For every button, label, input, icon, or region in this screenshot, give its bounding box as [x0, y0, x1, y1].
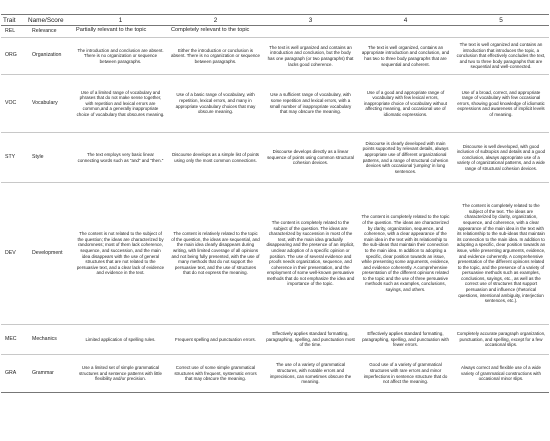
score-4-cell — [358, 26, 453, 38]
score-1-cell: Use of a limited range of vocabulary and phrases that do not make sense together, with repetition and lexical errors are common,and a generally inappropriate choice of vocabulary that obscures meaning. — [73, 75, 168, 133]
score-5-cell: Use of a broad, correct, and appropriate range of vocabulary with few occasional errors, showing good knowledge of idiomatic expressions and awareness of implicit levels of meaning. — [453, 75, 549, 133]
score-3-cell: The content is completely related to the subject of the question. The ideas are characterized by succession in most of the text, with the main idea gradually disappearing and the presence of an implicit, unclear adoption of a specific opinion or position. The use of several evidence and proofs needs organization, sequence, and coherence in their presentation, and the employment of some well-known persuasive methods that do not emphasize the idea and importance of the topic. — [263, 183, 358, 325]
trait-name: Style — [26, 133, 73, 183]
trait-name: Relevance — [26, 26, 73, 38]
trait-name: Vocabulary — [26, 75, 73, 133]
score-4-cell: Effectively applies standard formatting, paragraphing, spelling, and punctuation with fewer errors. — [358, 325, 453, 355]
score-4-cell: The content is completely related to the topic of the question. The ideas are characterized by clarity, organization, sequence, and coherence, with a clear appearance of the main idea in the text with its relationship to the sub-ideas that maintain their connection to the main idea. In addition to adopting a specific, clear position towards an issue, while presenting some arguments, evidence, and evidence coherently. A comprehensive presentation of the different opinions related to the topic and the use of three persuasive methods such as examples, conclusions, sayings, and others. — [358, 183, 453, 325]
rubric-table — [1, 14, 549, 393]
header-score-1: 1 — [73, 15, 168, 26]
trait-code: MEC — [1, 325, 26, 355]
score-4-cell: The text is well organized, contains an appropriate introduction and conclusion, and has two to three body paragraphs that are sequential and coherent. — [358, 38, 453, 75]
header-score-4: 4 — [358, 15, 453, 26]
row-relevance — [1, 26, 549, 38]
score-5-cell — [453, 26, 549, 38]
score-1-cell: Partially relevant to the topic — [73, 26, 168, 38]
header-row — [1, 15, 549, 26]
score-4-cell: Discourse is clearly developed with main points supported by relevant details, always appropriate use of different organizational patterns, and a range of structural cohesion devices with occasional 'jumping' in long sentences. — [358, 133, 453, 183]
header-score-2: 2 — [168, 15, 263, 26]
trait-code: REL — [1, 26, 26, 38]
score-2-cell: Frequent spelling and punctuation errors. — [168, 325, 263, 355]
row-organization — [1, 38, 549, 75]
score-1-cell: The introduction and conclusion are absent. There is no organization or sequence between paragraphs. — [73, 38, 168, 75]
trait-code: DEV — [1, 183, 26, 325]
header-score-3: 3 — [263, 15, 358, 26]
score-2-cell: The content is relatively related to the topic of the question, the ideas are sequential, and the main idea clearly disappears during writing, with limited coverage of all opinions and not being fully presented, with the use of many methods that do not support the persuasive text, and the use of structures that do not express the meaning. — [168, 183, 263, 325]
trait-code: VOC — [1, 75, 26, 133]
score-4-cell: Use of a good and appropriate range of vocabulary with few lexical errors, inappropriate choice of vocabulary without affecting meaning, and occasional use of idiomatic expressions. — [358, 75, 453, 133]
row-grammar — [1, 355, 549, 393]
score-1-cell: The text employs very basic linear connecting words such as "and" and "then." — [73, 133, 168, 183]
header-score-5: 5 — [453, 15, 549, 26]
score-2-cell: Use of a basic range of vocabulary, with repetition, lexical errors, and many in appropriate vocabulary choices that may obscure meaning. — [168, 75, 263, 133]
header-trait: Trait — [1, 15, 26, 26]
score-5-cell: Completely accurate paragraph organization, punctuation, and spelling, except for a few occasional slips. — [453, 325, 549, 355]
header-name-score: Name/Score — [26, 15, 73, 26]
row-mechanics — [1, 325, 549, 355]
trait-name: Organization — [26, 38, 73, 75]
score-5-cell: The text is well organized and contains an introduction that introduces the topic, a conclusion that effectively concludes the text, and two to three body paragraphs that are sequential and well-connected. — [453, 38, 549, 75]
trait-name: Grammar — [26, 355, 73, 393]
score-2-cell: Either the introduction or conclusion is absent. There is no organization or sequence between paragraphs. — [168, 38, 263, 75]
score-1-cell: The content is not related to the subject of the question; the ideas are characterized by randomness; most of them lack coherence, sequence, and succession, and the main idea disappears with the use of general structures that are not related to the persuasive text, and a clear lack of evidence and evidence in the text. — [73, 183, 168, 325]
score-3-cell: Discourse develops directly as a linear sequence of points using common structural cohesion devices. — [263, 133, 358, 183]
trait-code: GRA — [1, 355, 26, 393]
row-vocabulary — [1, 75, 549, 133]
trait-name: Development — [26, 183, 73, 325]
score-2-cell: Completely relevant to the topic — [168, 26, 263, 38]
trait-name: Mechanics — [26, 325, 73, 355]
score-3-cell: The use of a variety of grammatical structures, with notable errors and imprecisions, can sometimes obscure the meaning. — [263, 355, 358, 393]
score-1-cell: Limited application of spelling rules. — [73, 325, 168, 355]
score-3-cell: Use a sufficient range of vocabulary, with some repetition and lexical errors, with a small number of inappropriate vocabulary that may obscure the meaning. — [263, 75, 358, 133]
trait-code: ORG — [1, 38, 26, 75]
score-2-cell: Discourse develops as a simple list of points using only the most common connections. — [168, 133, 263, 183]
score-4-cell: Good use of a variety of grammatical structures with rare errors and minor imperfections in sentence structure that do not affect the meaning. — [358, 355, 453, 393]
row-development — [1, 183, 549, 325]
score-3-cell — [263, 26, 358, 38]
score-5-cell: Discourse is well developed, with good inclusion of subtopics and details and a good conclusion, always appropriate use of a variety of organizational patterns, and a wide range of structural cohesion devices. — [453, 133, 549, 183]
score-5-cell: Always correct and flexible use of a wide variety of grammatical constructions with occasional minor slips. — [453, 355, 549, 393]
trait-code: STY — [1, 133, 26, 183]
score-3-cell: Effectively applies standard formatting, paragraphing, spelling, and punctuation most of the time. — [263, 325, 358, 355]
row-style — [1, 133, 549, 183]
score-1-cell: Use a limited set of simple grammatical structures and sentence patterns with little flexibility and/or precision. — [73, 355, 168, 393]
score-2-cell: Correct use of some simple grammatical structures with frequent, systematic errors that may obscure the meaning. — [168, 355, 263, 393]
score-5-cell: The content is completely related to the subject of the text. The ideas are characterized by clarity, organization, sequence, and coherence, with a clear appearance of the main idea in the text with its relationship to the sub-ideas that maintain its connection to the main idea. In addition to adopting a specific, clear position towards an issue, while presenting arguments, evidence, and evidence coherently. A comprehensive presentation of the different opinions related to the topic, and the presence of a variety of persuasive methods such as examples, conclusions, sayings, etc., as well as the correct use of structures that support persuasion and influence (rhetorical questions, intentional ambiguity, interjection sentences, etc.). — [453, 183, 549, 325]
score-3-cell: The text is well organized and contains an introduction and conclusion, but the body has one paragraph (or two paragraphs) that lacks good coherence. — [263, 38, 358, 75]
